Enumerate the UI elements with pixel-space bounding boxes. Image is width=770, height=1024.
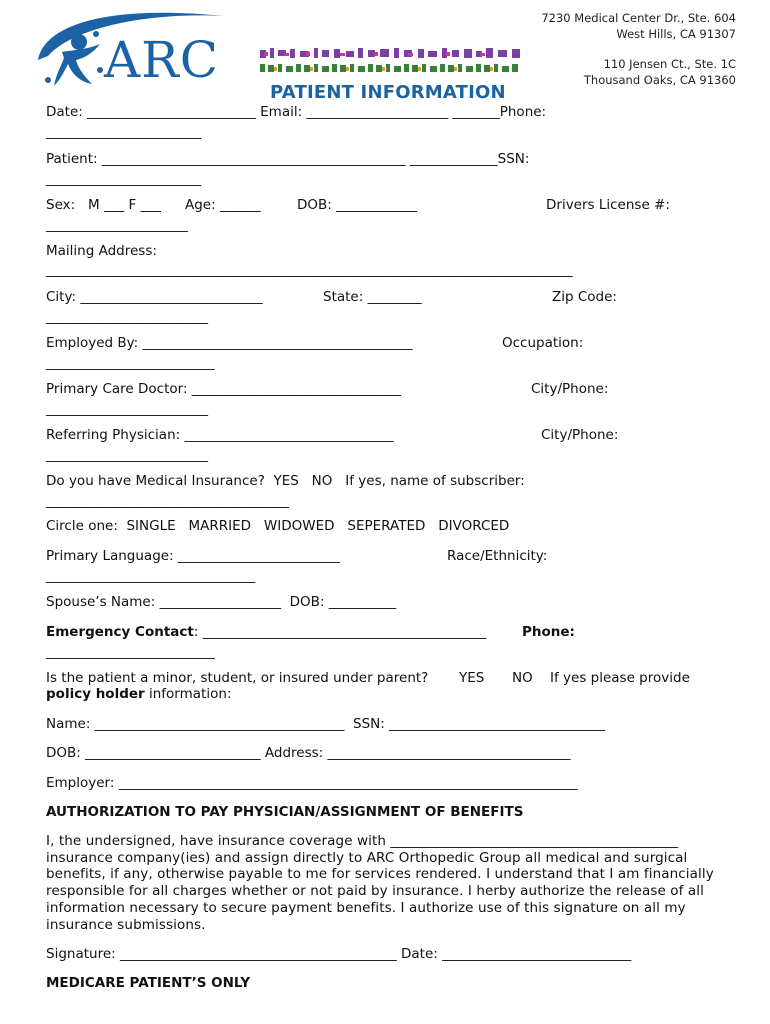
mailing-address-blank[interactable]: ______________________________________________________________________________ xyxy=(46,262,573,278)
minor-question: Is the patient a minor, student, or insured under parent? xyxy=(46,670,429,686)
emergency-phone-label: Phone: xyxy=(522,624,575,640)
phone-blank[interactable]: _______________________ xyxy=(46,124,202,140)
authorization-paragraph: I, the undersigned, have insurance coverage with __________________________________________ insurance company(ies) and assign directly to ARC Orthopedic Group all medical and surgical benefits, if any, otherwise payable to me for services rendered. I understand that I am financially responsible for all charges whether or not paid by insurance. I herby authorize the release of all information necessary to secure payment benefits. I authorize use of this signature on all my insurance submissions. xyxy=(46,833,714,933)
policy-holder-rest: information: xyxy=(144,686,232,702)
mailing-address-label: Mailing Address: xyxy=(46,243,157,259)
policy-holder-bold: policy holder xyxy=(46,686,145,702)
sex-field[interactable]: Sex: M ___ F ___ xyxy=(46,197,161,213)
emergency-contact-blank[interactable]: : __________________________________________ xyxy=(193,624,487,640)
race-ethnicity-label: Race/Ethnicity: xyxy=(447,548,548,564)
logo-text: ARC xyxy=(104,31,220,89)
state-field[interactable]: State: ________ xyxy=(323,289,422,305)
subscriber-blank[interactable]: ____________________________________ xyxy=(46,493,289,509)
policy-name-ssn-field[interactable]: Name: _____________________________________ SSN: ________________________________ xyxy=(46,716,606,732)
drivers-license-blank[interactable]: _____________________ xyxy=(46,217,188,233)
pcp-city-phone-label: City/Phone: xyxy=(531,381,609,397)
medical-insurance-question[interactable]: Do you have Medical Insurance? YES NO If yes, name of subscriber: xyxy=(46,473,525,489)
date-email-phone-field[interactable]: Date: _________________________ Email: _____________________ _______Phone: xyxy=(46,104,547,120)
signature-date-field[interactable]: Signature: _________________________________________ Date: ____________________________ xyxy=(46,946,632,962)
primary-language-field[interactable]: Primary Language: ________________________ xyxy=(46,548,340,564)
address-west-hills xyxy=(541,10,736,42)
medicare-heading: MEDICARE PATIENT’S ONLY xyxy=(46,975,251,991)
primary-care-doctor-field[interactable]: Primary Care Doctor: _______________________________ xyxy=(46,381,402,397)
page-title: PATIENT INFORMATION xyxy=(270,82,506,103)
marital-status-options[interactable]: Circle one: SINGLE MARRIED WIDOWED SEPERATED DIVORCED xyxy=(46,518,510,534)
minor-if-yes-text: If yes please provide xyxy=(550,670,690,686)
referring-physician-field[interactable]: Referring Physician: _______________________________ xyxy=(46,427,394,443)
occupation-label: Occupation: xyxy=(502,335,584,351)
policy-dob-address-field[interactable]: DOB: __________________________ Address: ____________________________________ xyxy=(46,745,571,761)
patient-ssn-field[interactable]: Patient: _____________________________________________ _____________SSN: xyxy=(46,151,530,167)
minor-no-option[interactable]: NO xyxy=(512,670,533,686)
address-line: Thousand Oaks, CA 91360 xyxy=(583,73,736,87)
age-field[interactable]: Age: ______ xyxy=(185,197,261,213)
policy-holder-line xyxy=(46,686,231,703)
address-thousand-oaks xyxy=(584,56,736,88)
garbled-banner-graphic xyxy=(258,46,524,78)
address-line: 7230 Medical Center Dr., Ste. 604 xyxy=(541,11,736,25)
employed-by-field[interactable]: Employed By: ________________________________________ xyxy=(46,335,413,351)
emergency-contact-label: Emergency Contact xyxy=(46,624,194,640)
dob-field[interactable]: DOB: ____________ xyxy=(297,197,418,213)
address-line: West Hills, CA 91307 xyxy=(616,27,736,41)
spouse-name-dob-field[interactable]: Spouse’s Name: __________________ DOB: __________ xyxy=(46,594,397,610)
emergency-contact-field[interactable] xyxy=(46,624,486,641)
arc-logo xyxy=(34,8,234,98)
emergency-phone-blank[interactable]: _________________________ xyxy=(46,644,215,660)
zip-blank[interactable]: ________________________ xyxy=(46,309,208,325)
pcp-city-phone-blank[interactable]: ________________________ xyxy=(46,401,208,417)
referring-city-phone-label: City/Phone: xyxy=(541,427,619,443)
authorization-heading: AUTHORIZATION TO PAY PHYSICIAN/ASSIGNMENT OF BENEFITS xyxy=(46,804,524,820)
referring-city-phone-blank[interactable]: ________________________ xyxy=(46,447,208,463)
policy-employer-field[interactable]: Employer: ____________________________________________________________________ xyxy=(46,775,578,791)
address-line: 110 Jensen Ct., Ste. 1C xyxy=(603,57,736,71)
occupation-blank[interactable]: _________________________ xyxy=(46,355,215,371)
minor-yes-option[interactable]: YES xyxy=(459,670,485,686)
zip-label: Zip Code: xyxy=(552,289,617,305)
city-field[interactable]: City: ___________________________ xyxy=(46,289,263,305)
drivers-license-label: Drivers License #: xyxy=(546,197,670,213)
ssn-blank[interactable]: _______________________ xyxy=(46,171,202,187)
race-ethnicity-blank[interactable]: _______________________________ xyxy=(46,568,256,584)
